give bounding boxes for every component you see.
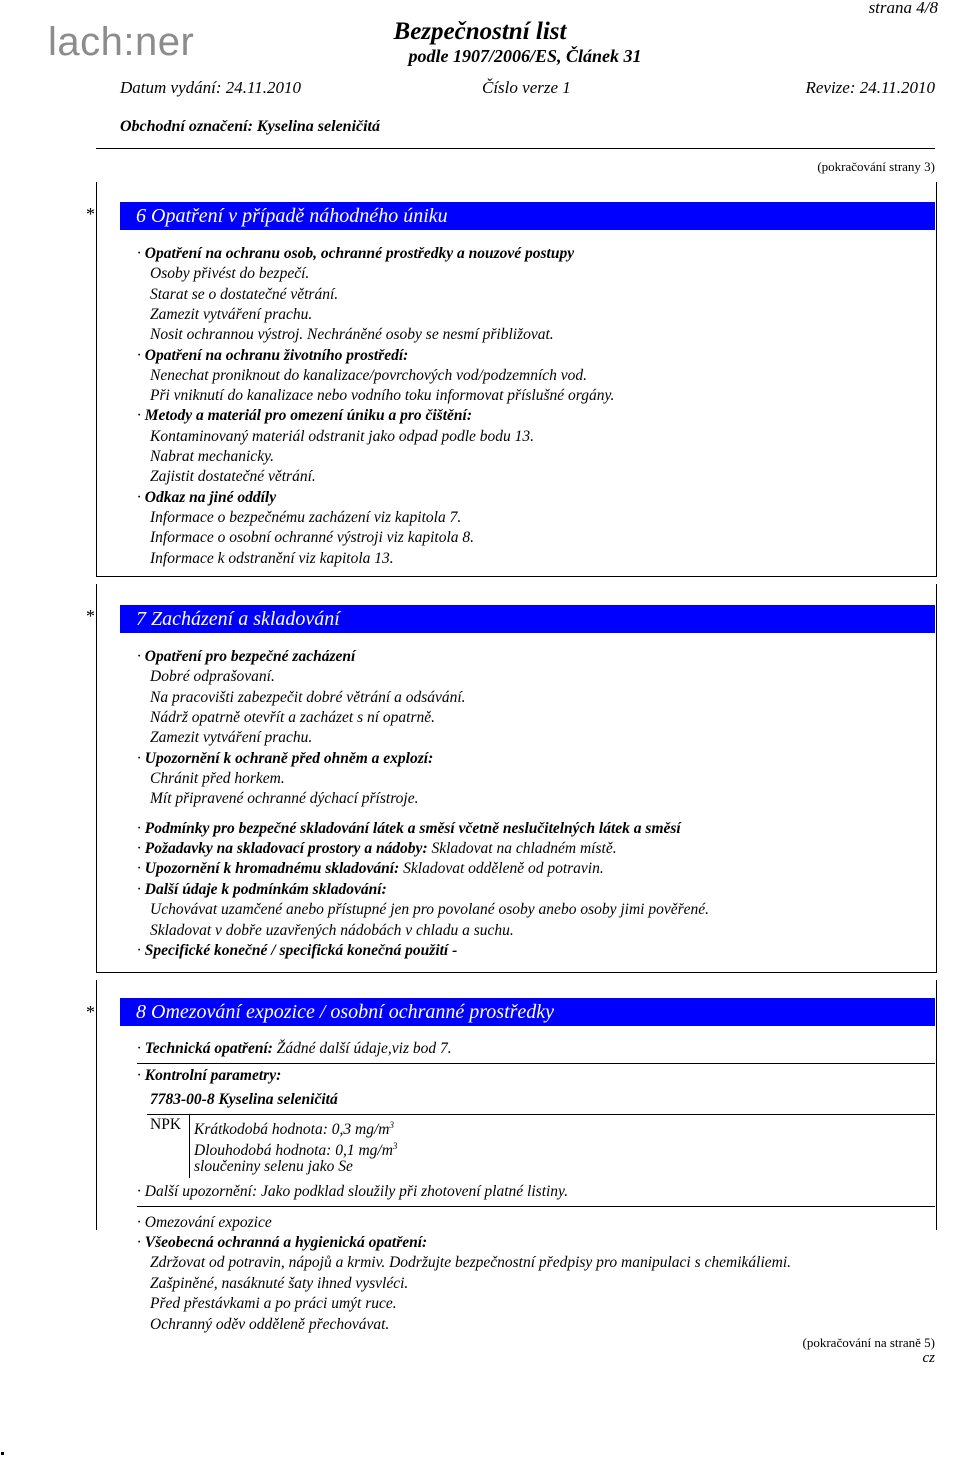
continued-to: (pokračování na straně 5): [802, 1335, 935, 1350]
subsection-heading: · Opatření na ochranu životního prostředí:: [137, 346, 408, 366]
further-storage-label: · Další údaje k podmínkám skladování:: [137, 880, 387, 900]
text-line: Zajistit dostatečné větrání.: [150, 468, 316, 486]
npk-label: NPK: [150, 1116, 182, 1133]
packaging-value: Skladovat na chladném místě.: [431, 840, 617, 857]
specific-end-use: · Specifické konečné / specifická konečná použití -: [137, 941, 457, 961]
text-line: Osoby přivést do bezpečí.: [150, 265, 310, 283]
hygiene-line: Zašpiněné, nasáknuté šaty ihned vysvléci.: [150, 1274, 409, 1292]
text-line: Při vniknutí do kanalizace nebo vodního toku informovat příslušné orgány.: [150, 387, 615, 405]
further-storage-2: Skladovat v dobře uzavřených nádobách v chladu a suchu.: [150, 922, 514, 939]
subsection-heading: · Upozornění k ochraně před ohněm a explozí:: [137, 749, 433, 769]
document-subtitle: podle 1907/2006/ES, Článek 31: [408, 46, 642, 66]
technical-value: Žádné další údaje,viz bod 7.: [276, 1040, 452, 1057]
revision-date: Revize: 24.11.2010: [805, 78, 935, 97]
header-divider: [96, 148, 935, 149]
hygiene-line: Zdržovat od potravin, nápojů a krmiv. Dodržujte bezpečnostní předpisy pro manipulaci s chemikáliemi.: [150, 1254, 792, 1271]
bulk-value: Skladovat odděleně od potravin.: [403, 860, 604, 877]
company-logo: lach:ner: [48, 20, 195, 64]
additional-value: Jako podklad sloužily při zhotovení platné listiny.: [261, 1183, 568, 1200]
section-7-title: 7 Zacházení a skladování: [120, 605, 935, 633]
continued-from: (pokračování strany 3): [817, 159, 935, 174]
page-number: strana 4/8: [868, 0, 938, 17]
subsection-heading: · Metody a materiál pro omezení úniku a pro čištění:: [137, 406, 472, 426]
hygiene-line: Ochranný oděv odděleně přechovávat.: [150, 1315, 390, 1333]
text-line: Mít připravené ochranné dýchací přístroje.: [150, 790, 419, 808]
text-line: Nosit ochrannou výstroj. Nechráněné osoby se nesmí přibližovat.: [150, 326, 554, 344]
version-number: Číslo verze 1: [482, 78, 571, 97]
text-line: Dobré odprašovaní.: [150, 668, 275, 686]
subsection-heading: · Opatření na ochranu osob, ochranné prostředky a nouzové postupy: [137, 244, 574, 264]
npk-short-sup: 3: [389, 1120, 394, 1130]
substance-name: 7783-00-8 Kyselina seleničitá: [150, 1091, 338, 1108]
text-line: Kontaminovaný materiál odstranit jako odpad podle bodu 13.: [150, 427, 535, 445]
section-7-marker: *: [86, 606, 95, 626]
section-8-title: 8 Omezování expozice / osobní ochranné prostředky: [120, 998, 935, 1026]
text-line: Zamezit vytváření prachu.: [150, 729, 313, 747]
page-mark: [1, 1452, 4, 1455]
subsection-heading: · Opatření pro bezpečné zacházení: [137, 647, 355, 667]
packaging-requirements: [137, 839, 617, 859]
npk-long-sup: 3: [392, 1141, 398, 1151]
text-line: Chránit před horkem.: [150, 769, 285, 787]
bulk-label: · Upozornění k hromadnému skladování:: [137, 860, 399, 877]
npk-short-text: Krátkodobá hodnota: 0,3 mg/m: [194, 1121, 390, 1139]
document-title: Bezpečnostní list: [393, 18, 567, 45]
text-line: Nenechat proniknout do kanalizace/povrchových vod/podzemních vod.: [150, 366, 588, 384]
trade-name: Obchodní označení: Kyselina seleničitá: [120, 118, 380, 135]
text-line: Zamezit vytváření prachu.: [150, 305, 313, 323]
section-6-marker: *: [86, 204, 95, 224]
text-line: Nabrat mechanicky.: [150, 448, 274, 465]
section-8-marker: *: [86, 1002, 95, 1022]
npk-long-text: Dlouhodobá hodnota: 0,1 mg/m: [194, 1142, 393, 1160]
additional-info: [137, 1182, 568, 1202]
hygiene-line: Před přestávkami a po práci umýt ruce.: [150, 1295, 397, 1312]
hygiene-label: · Všeobecná ochranná a hygienická opatření:: [137, 1233, 427, 1253]
npk-separator: [189, 1114, 190, 1178]
text-line: Informace k odstranění viz kapitola 13.: [150, 549, 394, 567]
text-line: Informace o osobní ochranné výstroji viz kapitola 8.: [150, 529, 475, 547]
exposure-divider: [137, 1206, 935, 1207]
control-divider: [137, 1063, 935, 1064]
bulk-storage: [137, 859, 604, 879]
section-6-title: 6 Opatření v případě náhodného úniku: [120, 202, 935, 230]
text-line: Nádrž opatrně otevřít a zacházet s ní opatrně.: [150, 708, 436, 726]
text-line: Informace o bezpečnému zacházení viz kapitola 7.: [150, 508, 462, 526]
further-storage-1: Uchovávat uzamčené anebo přístupné jen pro povolané osoby anebo osoby jimi pověřené.: [150, 901, 710, 918]
npk-note: sloučeniny selenu jako Se: [194, 1158, 353, 1175]
exposure-controls: · Omezování expozice: [137, 1213, 272, 1233]
technical-label: · Technická opatření:: [137, 1040, 273, 1057]
storage-heading: · Podmínky pro bezpečné skladování látek a směsí včetně neslučitelných látek a směsí: [137, 819, 681, 839]
subsection-heading: · Odkaz na jiné oddíly: [137, 488, 276, 508]
technical-measures: [137, 1039, 452, 1059]
text-line: Na pracovišti zabezpečit dobré větrání a odsávání.: [150, 688, 466, 706]
packaging-label: · Požadavky na skladovací prostory a nádoby:: [137, 840, 428, 857]
text-line: Starat se o dostatečné větrání.: [150, 285, 339, 303]
issue-date: Datum vydání: 24.11.2010: [120, 78, 301, 97]
language-code: cz: [922, 1350, 935, 1366]
control-parameters-label: · Kontrolní parametry:: [137, 1066, 281, 1086]
additional-label: · Další upozornění:: [137, 1183, 257, 1200]
